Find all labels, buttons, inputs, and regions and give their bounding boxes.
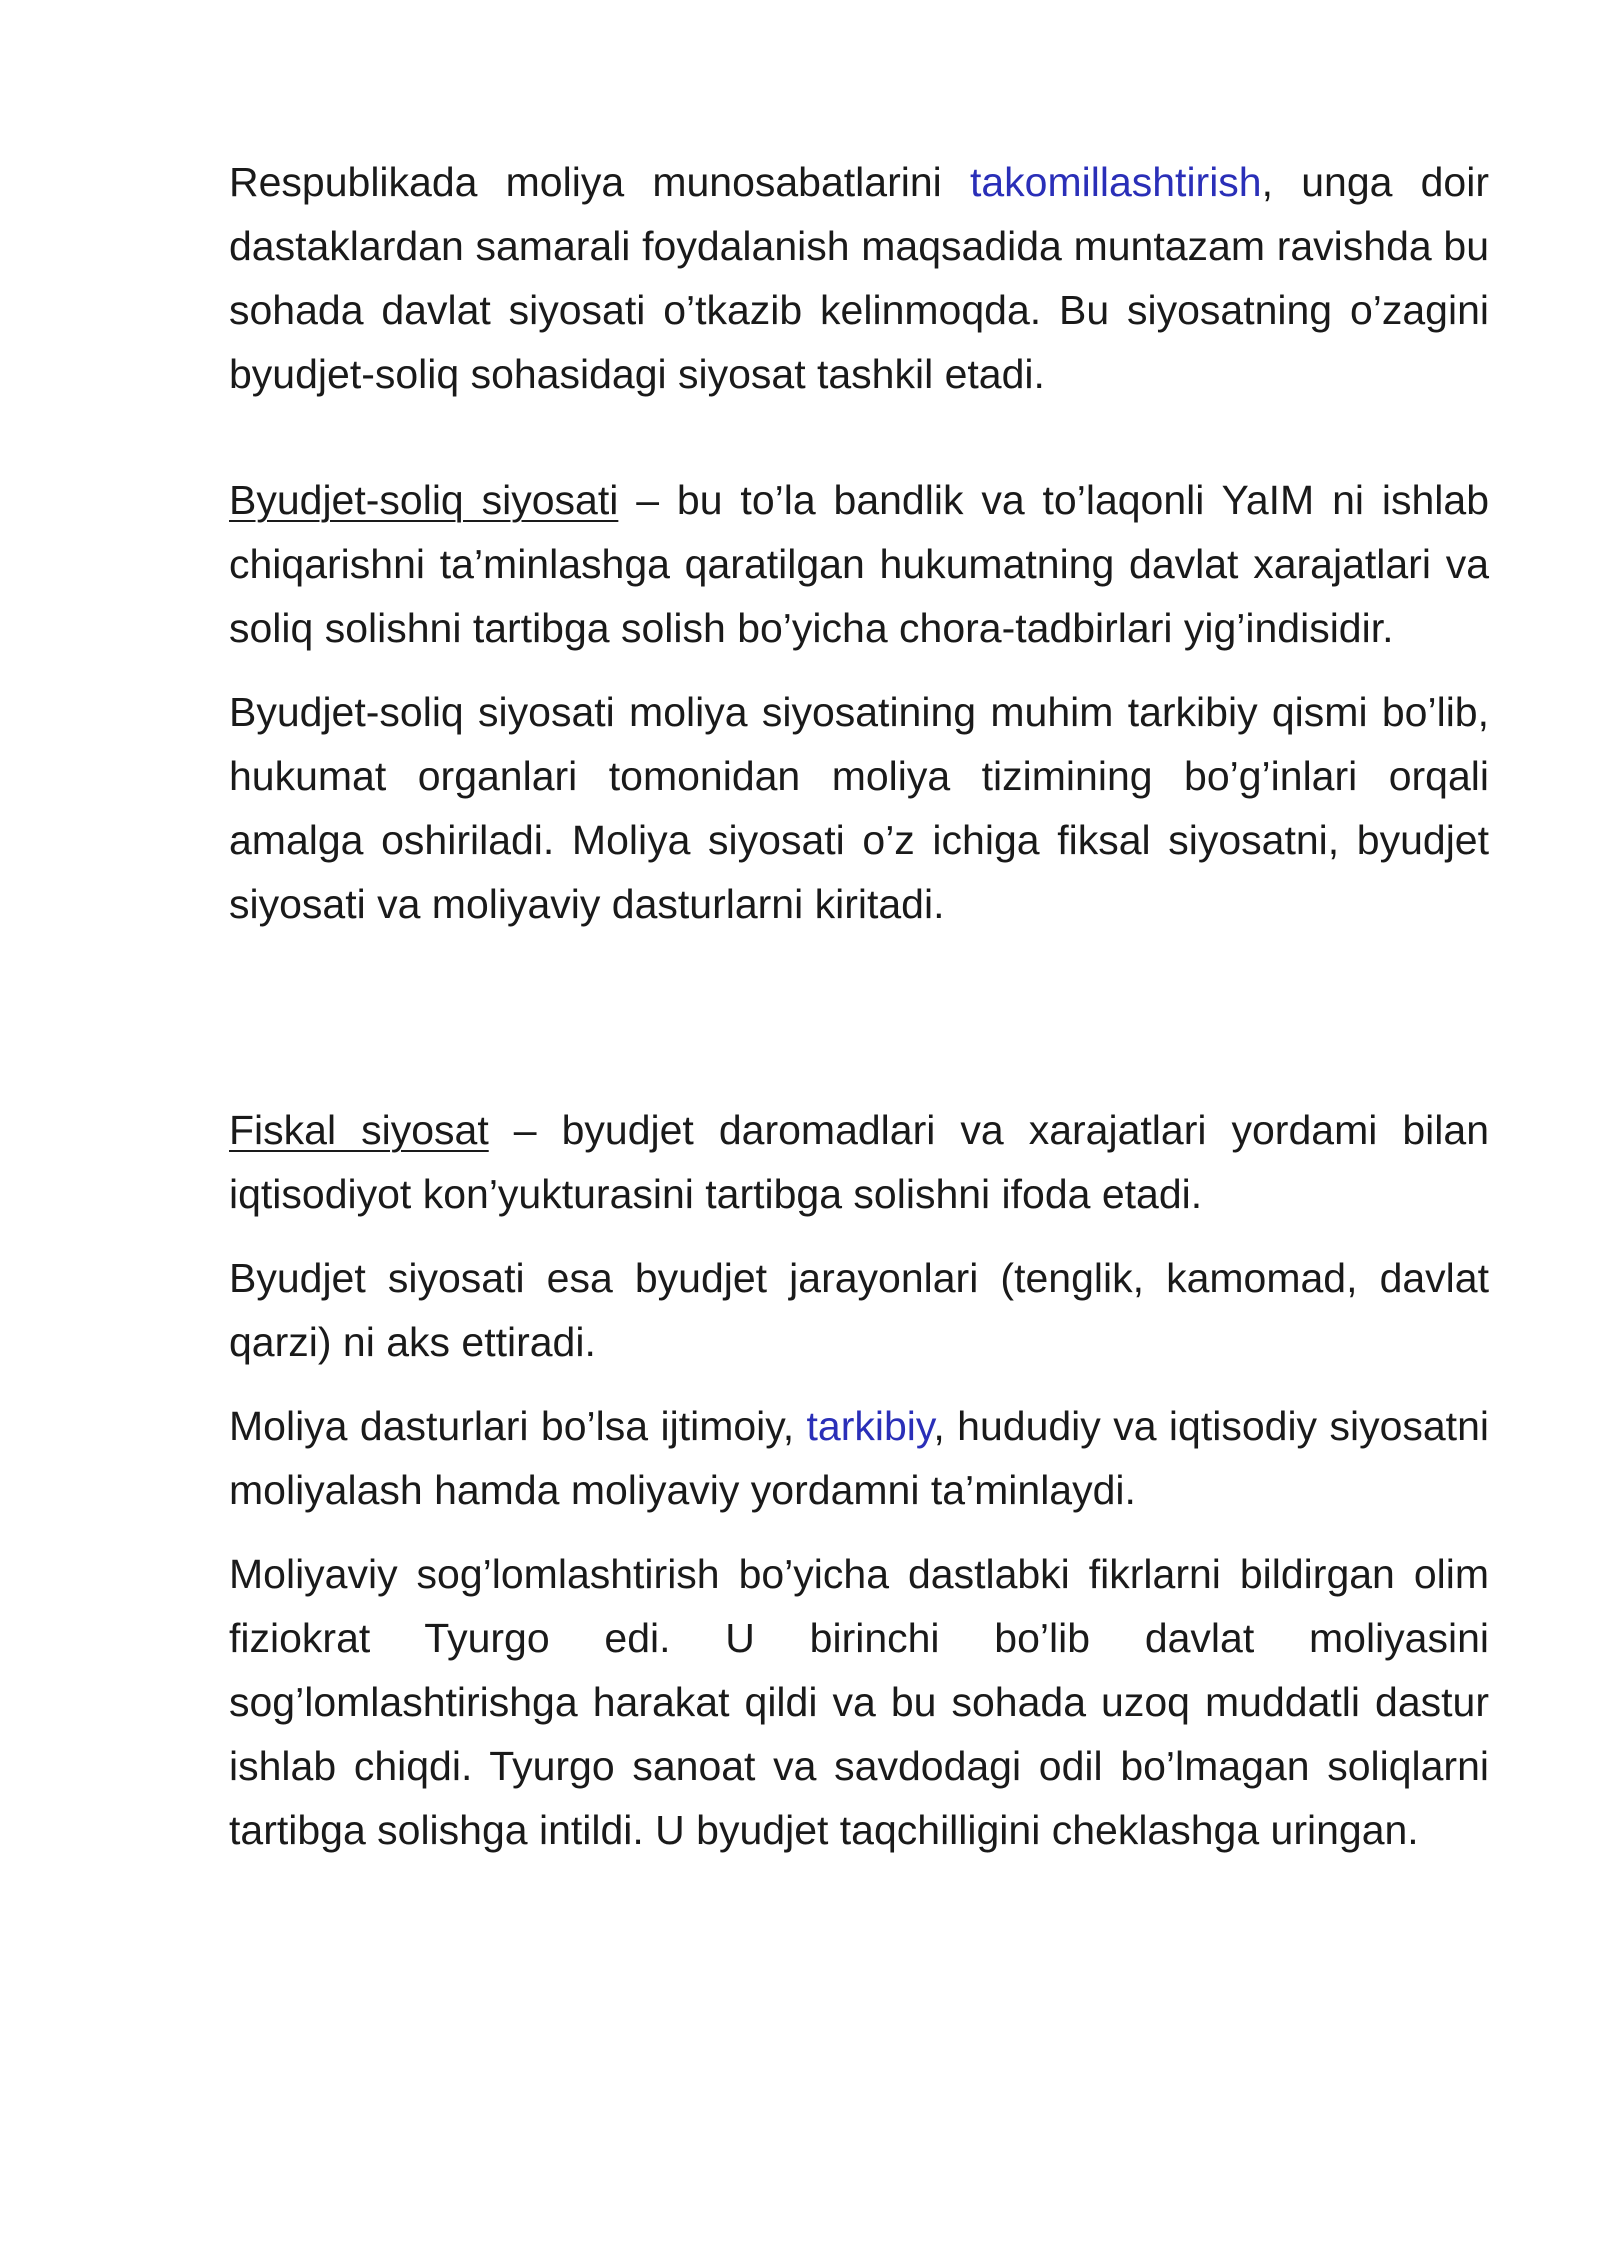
paragraph-intro (229, 150, 1489, 406)
paragraph-byudjet-soliq-part (229, 680, 1489, 936)
term-fiskal-siyosat: Fiskal siyosat (229, 1107, 489, 1153)
paragraph-intro-text-start: Respublikada moliya munosabatlarini (229, 159, 970, 205)
paragraph-text-end: , hududiy va iqtisodiy siyosatni moliyalash hamda moliyaviy yordamni ta’minlaydi. (229, 1403, 1489, 1513)
paragraph-intro-text-end: , unga doir dastaklardan samarali foydalanish maqsadida muntazam ravishda bu sohada davlat siyosati o’tkazib kelinmoqda. Bu siyosatning o’zagini byudjet-soliq sohasidagi siyosat tashkil etadi. (229, 159, 1489, 397)
paragraph-text: Moliyaviy sog’lomlashtirish bo’yicha dastlabki fikrlarni bildirgan olim fiziokrat Tyurgo edi. U birinchi bo’lib davlat moliyasini sog’lomlashtirishga harakat qildi va bu sohada uzoq muddatli dastur ishlab chiqdi. Tyurgo sanoat va savdodagi odil bo’lmagan soliqlarni tartibga solishga intildi. U byudjet taqchilligini cheklashga uringan. (229, 1551, 1489, 1853)
link-takomillashtirish[interactable]: takomillashtirish (969, 159, 1262, 205)
paragraph-text: Byudjet-soliq siyosati moliya siyosatining muhim tarkibiy qismi bo’lib, hukumat organlari tomonidan moliya tizimining bo’g’inlari orqali amalga oshiriladi. Moliya siyosati o’z ichiga fiksal siyosatni, byudjet siyosati va moliyaviy dasturlarni kiritadi. (229, 689, 1489, 927)
paragraph-fiskal-definition (229, 1098, 1489, 1226)
definition-text: – byudjet daromadlari va xarajatlari yordami bilan iqtisodiyot kon’yukturasini tartibga solishni ifoda etadi. (229, 1107, 1489, 1217)
document-page (229, 150, 1489, 1862)
definition-text: – bu to’la bandlik va to’laqonli YaIM ni ishlab chiqarishni ta’minlashga qaratilgan hukumatning davlat xarajatlari va soliq solishni tartibga solish bo’yicha chora-tadbirlari yig’indisidir. (229, 477, 1489, 651)
paragraph-tyurgo (229, 1542, 1489, 1862)
paragraph-byudjet-soliq-definition (229, 468, 1489, 660)
paragraph-text-start: Moliya dasturlari bo’lsa ijtimoiy, (229, 1403, 807, 1449)
paragraph-moliya-dasturlari (229, 1394, 1489, 1522)
term-byudjet-soliq-siyosati: Byudjet-soliq siyosati (229, 477, 619, 523)
paragraph-byudjet-siyosati (229, 1246, 1489, 1374)
link-tarkibiy[interactable]: tarkibiy (806, 1403, 934, 1449)
paragraph-text: Byudjet siyosati esa byudjet jarayonlari (tenglik, kamomad, davlat qarzi) ni aks ettiradi. (229, 1255, 1489, 1365)
